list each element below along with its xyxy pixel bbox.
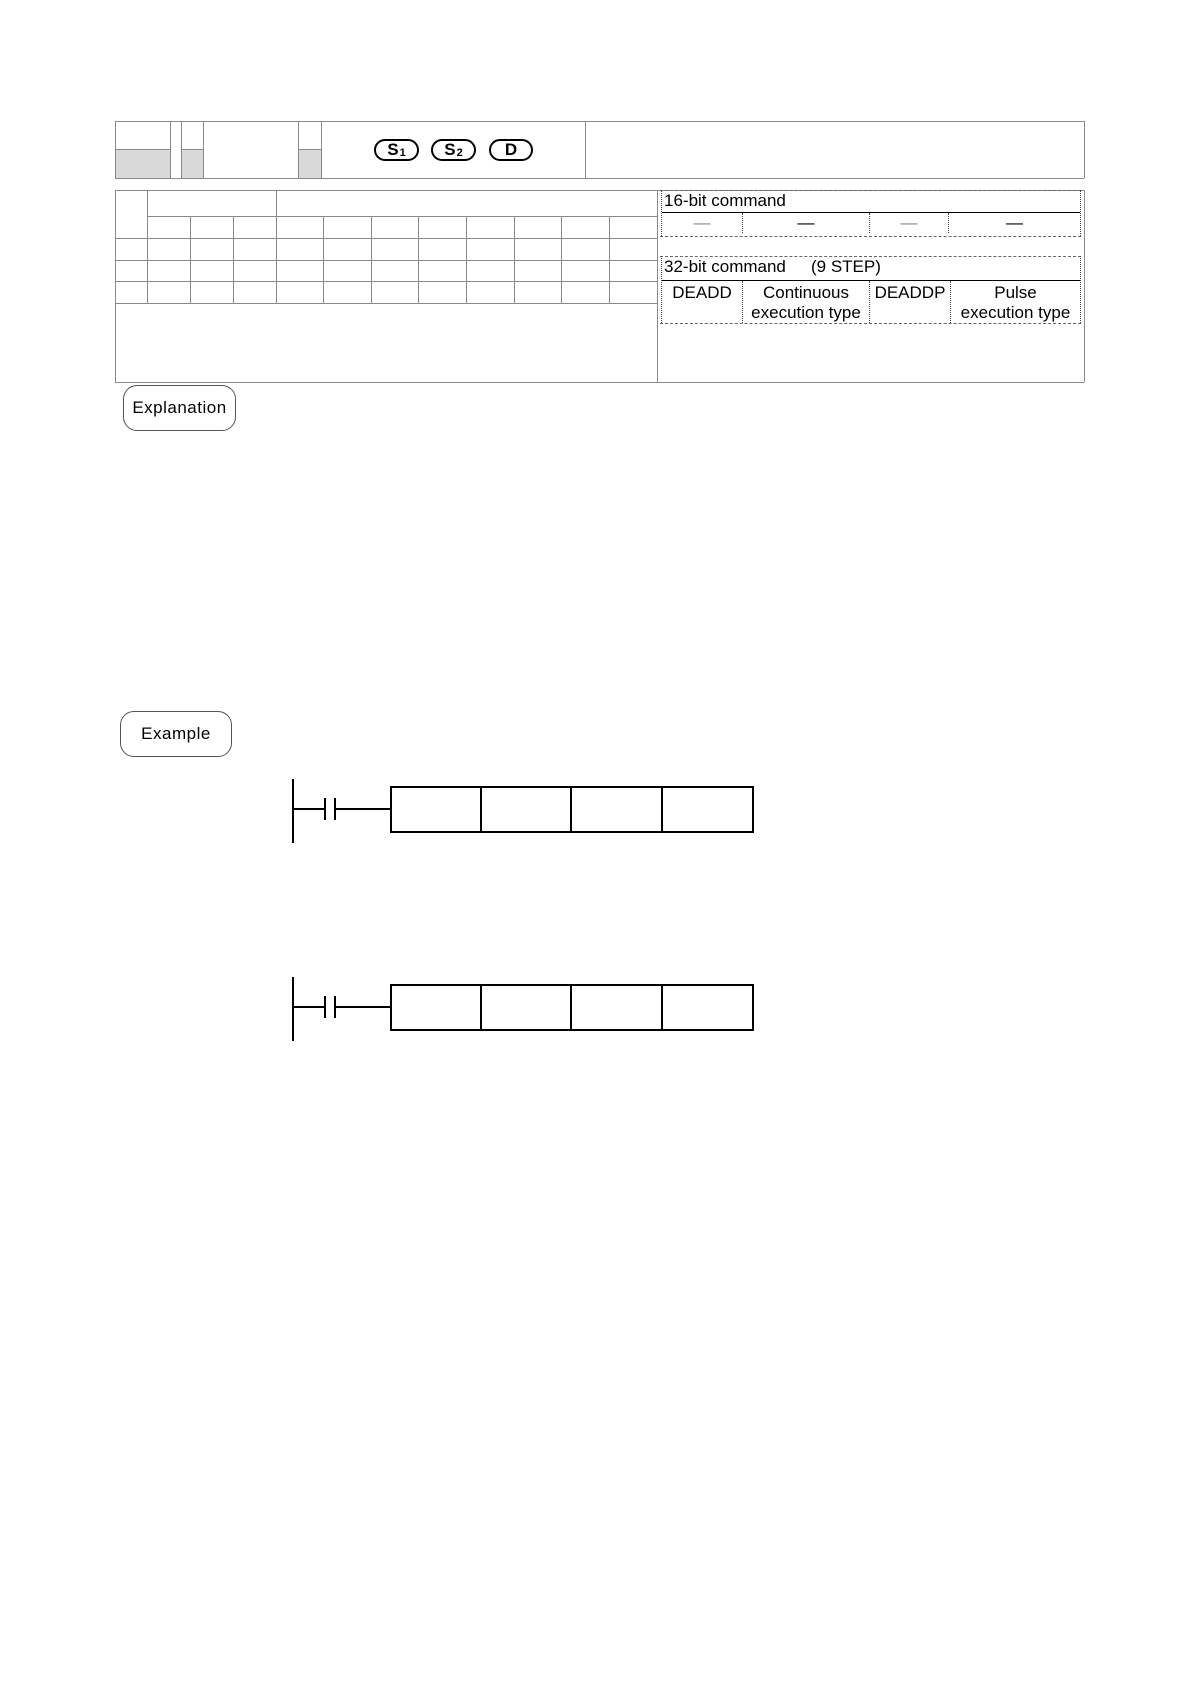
grid-col-10 [561,216,562,303]
bit16-cell-2: — [797,213,815,232]
p-flag-split [298,149,321,150]
rung-1-box-s2 [570,786,663,833]
bit32-cell-continuous-line2: execution type [751,303,861,322]
bit32-underline [662,280,1080,281]
grid-row-3 [115,260,657,261]
header-border-bottom [115,178,1084,179]
grid-col-2 [190,216,191,303]
grid-row-1 [147,216,657,217]
bit32-steps: (9 STEP) [811,257,881,276]
bit32-cell-deaddp [870,283,950,303]
grid-col-3 [233,216,234,303]
rung-1-box-s1 [480,786,572,833]
rung-1-wire-left [293,808,325,810]
bit32-cell-continuous [743,283,869,323]
header-border-right [1084,121,1085,178]
bit16-top-dash [660,190,1081,191]
api-number-split [115,149,170,150]
bit32-cell-deadd-text: DEADD [672,283,732,302]
table-border-right [1084,190,1085,382]
grid-col-9 [514,216,515,303]
rung-2-wire-left [293,1006,325,1008]
operand-d: D [489,139,533,161]
table-border-bottom [115,382,1084,383]
grid-col-6 [371,216,372,303]
grid-col-11 [609,216,610,303]
rung-2-box-s2 [570,984,663,1031]
bit16-cell-1: — [693,213,711,232]
p-flag-shaded-cell [299,150,321,178]
header-divider-5 [321,121,322,178]
grid-row-4 [115,281,657,282]
header-border-top [115,121,1084,122]
grid-row-5 [115,303,657,304]
bit16-title: 16-bit command [664,191,786,210]
grid-col-8 [466,216,467,303]
bit16-bottom-dash [660,236,1081,237]
grid-row-2 [115,238,657,239]
operand-s2: S $_2$ [431,139,476,161]
bit16-cell-4: — [1006,213,1023,232]
grid-col-7 [418,216,419,303]
rung-2-box-d [661,984,754,1031]
grid-col-1 [147,190,148,303]
bit32-bottom-dash [660,323,1081,324]
rung-1-wire-right [335,808,391,810]
contact-2-bar-left [324,996,326,1018]
rung-1-box-mnemonic [390,786,482,833]
api-number-shaded-cell [116,150,170,178]
operand-s1: S $_1$ [374,139,419,161]
grid-col-4 [276,190,277,303]
rung-2-wire-right [335,1006,391,1008]
bit32-title: 32-bit command [664,257,786,276]
header-divider-3 [203,121,204,178]
rung-2-box-mnemonic [390,984,482,1031]
left-power-rail-2 [292,977,294,1041]
table-panel-divider [657,190,658,382]
bit32-cell-deaddp-text: DEADDP [874,283,946,302]
bit32-cell-pulse-line1: Pulse [994,283,1037,302]
contact-1-bar-left [324,798,326,820]
rung-2-box-s1 [480,984,572,1031]
bit32-cell-deadd [662,283,742,303]
rung-1-box-d [661,786,754,833]
example-label: Example [120,711,232,757]
d-flag-split [181,149,203,150]
bit32-cell-continuous-line1: Continuous [762,283,849,302]
bit16-right-dash [1080,190,1081,236]
header-divider-6 [585,121,586,178]
bit16-cell-3: — [900,213,918,232]
table-border-left [115,190,116,382]
bit32-cell-pulse-line2: execution type [960,303,1071,322]
grid-col-5 [323,216,324,303]
bit32-right-dash [1080,256,1081,323]
d-flag-shaded-cell [182,150,203,178]
bit32-cell-pulse [951,283,1080,323]
left-power-rail-1 [292,779,294,843]
header-divider-1 [170,121,171,178]
explanation-label: Explanation [123,385,236,431]
